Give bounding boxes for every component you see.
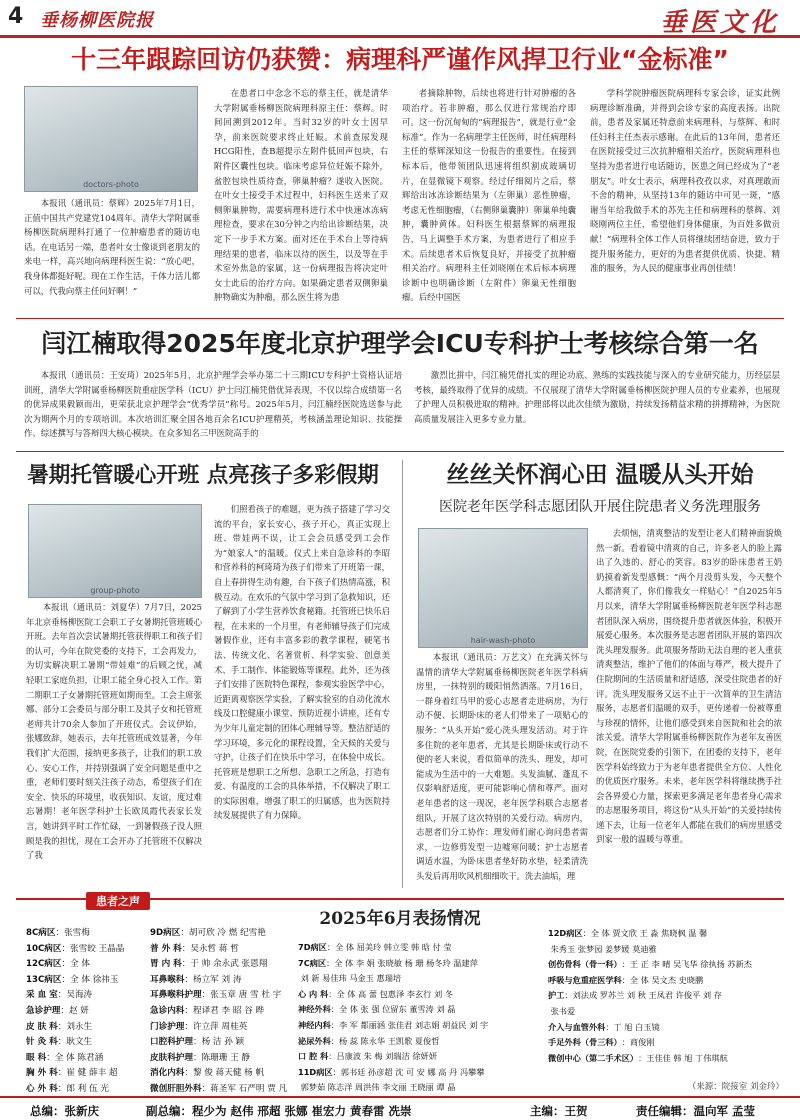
patients-voice-tag: 患者之声: [86, 892, 150, 910]
praise-row: 眼 科：全 体 陈君涵: [26, 1052, 104, 1063]
praise-row: 护工：刘法成 罗苏兰 刘 秋 王凤君 许俊平 刘 存: [548, 990, 722, 1001]
praise-row: 耳鼻喉科：杨立军 刘 涛: [150, 974, 242, 985]
article4-col2: 去烦恼，清爽整洁的发型让老人们精神面貌焕然一新。看着镜中清爽的自己，许多老人的脸上露出了久违的、舒心的笑容。83岁的卧床患者王奶奶摸着新发型感慨：“两个月没剪头发，今天整个人都清爽了，你们像我女一样贴心！”自2025年5月以来，清华大学附属垂杨柳医院老年医学科志愿者团队深入病房，围绕提升患者就医体验，积极开展爱心服务。本次服务是志愿者团队开展的第四次洗头理发服务。此项服务帮助无法自理的老人重获清爽整洁，维护了他们的体面与尊严，极大提升了住院期间的生活质量和舒适感，深受住院患者的好评。洗头理发服务又远不止于一次简单的卫生清洁服务，志愿者们温暖的双手，更传递着一份被尊重与珍视的情怀，让他们感受到来自医院和社会的浓浓关爱。清华大学附属垂杨柳医院作为老年友善医院，在医院党委的引领下，在团委的支持下，老年医学科始终致力于为老年患者提供全方位、人性化的优质医疗服务。未来，老年医学科将继续携手社会各界爱心力量，探索更多满足老年患者身心需求的志愿服务项目，将这份“从头开始”的关爱持续传递下去，让每一位老年人都能在我们的病房里感受到家一般的温暖与尊重。: [596, 528, 782, 845]
article3-col2: 们照看孩子的难题，更为孩子搭建了学习交流的平台，家长安心，孩子开心，真正实现上班、带娃两不误，让工会会员感受到工会作为“娘家人”的温暖。仪式上来自急诊科的李昭和营养科的柯琦琦为孩子们带来了开班第一课，自上春拼得生动有趣，台下孩子们热情高涨，积极互动。在欢乐的气氛中学习到了急救知识，还了解到了小学生营养饮食秘籍。托管班已快乐启程，在未来的一个月里，有老师辅导孩子们完成暑假作业，还有丰富多彩的教学课程，硬笔书法、传统文化、名著赏析、科学实验、创意美术、手工制作、体能锻炼等课程。此外，还为孩子们安排了医院特色课程，参观实验医学中心，近距离观察医学实验，了解实验室的自动化流水线及口腔健康小课堂、预防近视小讲座，还有专为少年儿童定制的团体心理辅导等。整洁舒适的学习环境，多元化的课程设置，全天候的关爱与守护，让孩子们在快乐中学习，在体验中成长。托管班是想职工之所想、急职工之所急，打造有爱、有温度的工会的具体举措，不仅解决了职工的实际困难，增强了职工的归属感，也为医院持续发展提供了有力保障。: [214, 504, 390, 821]
praise-row: 针 灸 科：耿文生: [26, 1037, 93, 1048]
praise-row: 朱秀玉 张梦园 姜梦媛 莫迪雅: [548, 943, 657, 954]
page-number: 4: [8, 4, 24, 29]
praise-row: 手足外科（骨三科）：商俊刚: [548, 1037, 655, 1048]
praise-row: 郭梦茹 陈志洋 周洪伟 李文丽 王晓丽 谭 晶: [298, 1082, 456, 1093]
praise-col3: [298, 940, 542, 1098]
praise-col1: [26, 926, 148, 1098]
praise-row: 耳鼻喉科护理：张玉章 唐 雪 杜 宇: [150, 990, 282, 1001]
article1-col4: 学科学院肿瘤医院病理科专家会诊，证实此例病理诊断准确，并得到会诊专家的高度表扬。出院前，患者及家属还特意前来病理科，与蔡辉、和时任妇科主任杰表示感谢。在此后的13年间，患者还在医院接受过三次抗肿瘤相关治疗，医院病理科也坚持为患者进行电话随访，医患之间已经成为了“老朋友”。叶女士表示，病理科孜孜以求，对真理敢而不舍的精神，从坚持13年的随访中可见一斑，“感谢当年给我做手术的苏先主任和病理科的蔡辉、刘晓刚两位主任，希望他们身体健康，为百姓多做贡献！”病理科全体工作人员将继续团结奋进，致力于提升服务能力，更好的为患者提供优质、快捷、精准的服务，为人民的健康事业再创佳绩！: [590, 88, 780, 274]
praise-col4: [548, 926, 784, 1074]
article4-col1: 本报讯（通讯员：万艺文）在充满关怀与温情的清华大学附属垂杨柳医院老年医学科病房里，一抹特别的暖阳悄然洒落。7月16日，一群身着红马甲的爱心志愿者走进病房，为行动不便、长期卧床的老人们带来了一项贴心的服务：“从头开始”爱心洗头理发活动。对于许多住院的老年患者，尤其是长期卧床或行动不便的老人来说，看似简单的洗头、理发，却可能成为生活中的一大难题。头发油腻、蓬乱不仅影响舒适度，更可能影响心情和尊严。面对老年患者的这一现况，老年医学科联合志愿者组队，开展了这次特别的关爱行动。病房内，志愿者们分工协作：理发师们耐心询问患者需求，一边修剪发型一边嘘寒问暖；护士志愿者调适水温，为卧床患者垫好防水垫，轻柔清洗头发后再用吹风机细细吹干。洗去油垢，理: [416, 652, 588, 881]
doctors-photo-icon: doctors-photo: [83, 180, 139, 189]
article1-photo: [24, 86, 198, 192]
article3-title: 暑期托管暖心开班 点亮孩子多彩假期: [27, 463, 379, 488]
praise-row: 创伤骨科（骨一科）：王 正 李 晴 吴飞华 徐执扬 苏新杰: [548, 959, 752, 970]
praise-row: 消化内科：黎 俊 蒋天健 杨 帆: [150, 1068, 265, 1079]
praise-row: 胃 内 科：于 帅 余永武 张恩翔: [150, 959, 268, 970]
article1-col2: 在患者口中念念不忘的蔡主任，就是清华大学附属垂杨柳医院病理科原主任：蔡辉。时间回溯到2012年。当时32岁的叶女士因早孕，前来医院要求终止妊娠。术前查尿发现HCG阳性，查B超提示左附件低回声包块，右附件区囊性包块。临床考虑异位妊娠不除外，盆腔包块性质待查，卵巢肿瘤？遂收入医院。在叶女士接受手术过程中，妇科医生送来了双侧卵巢肿物，需要病理科进行术中快速冰冻病理检查，要求在30分钟之内给出诊断结果，决定下一步手术方案。面对还在手术台上等待病理结果的患者，临床以待的医生，以及等在手术室外焦急的家属，这一份病理报告将决定叶女士此后的治疗方向。如果确定患者双侧卵巢肿物确实为肿瘤，那么医生将为患: [214, 88, 388, 303]
praise-row: 神经内科：李 军 都丽涵 张佳君 刘志娟 胡益民 刘 宇: [298, 1019, 489, 1030]
article3-col1: 本报讯（通讯员：刘夏华）7月7日，2025年北京垂杨柳医院工会职工子女暑期托管班暖心开班。去年首次尝试暑期托管获得职工和孩子们的认可，今年在院党委的支持下，工会再发力，为切实解决职工暑期“带娃难”的后顾之忧，减轻职工家庭负担，让职工能全身心投入工作。第二期职工子女暑期托管班如期而至。工会主席张娜、部分工会委员与部分职工及其子女和托管班老师共计70余人参加了开班仪式。会议伊始，张娜致辞，她表示，去年托管班成效显著，今年我们扩大范围，接纳更多孩子，让我们的职工放心、安心工作，并持别强调了安全问题是重中之重，老师们要时刻关注孩子动态，希望孩子们在安全、快乐的环境里，收获知识、友谊，度过难忘暑期！老年医学科护士长欧凤霞代表家长发言，她讲到平时工作忙碌，一到暑假孩子没人照顾是我的担忧，现在工会开办了托管班不仅解决了我: [26, 602, 202, 861]
praise-row: 微创肝胆外科：蒋圣军 石严明 贾 凡: [150, 1083, 288, 1094]
article1-title: 十三年跟踪回访仍获赞：病理科严谨作风捍卫行业“金标准”: [71, 45, 729, 74]
praise-row: 10C病区：张雪皎 王晶晶: [26, 943, 125, 954]
article2-title: 闫江楠取得2025年度北京护理学会ICU专科护士考核综合第一名: [41, 329, 759, 358]
praise-row: 急诊内科：程译君 李 昭 谷 晔: [150, 1005, 265, 1016]
praise-row: 皮肤科护理：陈珊珊 王 静: [150, 1052, 251, 1063]
hair-wash-photo-icon: hair-wash-photo: [470, 636, 536, 645]
group-photo-icon: group-photo: [90, 586, 140, 595]
article2-col1: 本报讯（通讯员：王安琦）2025年5月，北京护理学会举办第二十三期ICU专科护士资格认证培训班，清华大学附属垂杨柳医院重症医学科（ICU）护士闫江楠凭借优异表现，不仅以综合成绩第一名的优异成果毅颖而出，更荣获北京护理学会“优秀学员”称号。2025年5月，闫江楠经医院选送参与此次为期两个月的专项培训。本次培训汇聚全国各地百余名ICU护理精英，考核涵盖理论知识、技能操作、综述撰写与答辩四大核心模块。在众多知名三甲医院高手的: [24, 370, 402, 439]
divider: [16, 451, 784, 452]
divider: [16, 318, 784, 319]
praise-row: 心 内 科：全 体 高 蕾 包惠泽 李玄行 刘 冬: [298, 988, 453, 999]
praise-row: 7D病区：全 体 屈美玲 韩立雯 韩 晗 付 莹: [298, 942, 452, 952]
praise-col2: [150, 926, 290, 1098]
praise-row: 刘 新 易佳玮 马金玉 惠瑞培: [298, 973, 402, 984]
praise-row: 胸 外 科：崔 健 薛丰 超: [26, 1068, 118, 1079]
praise-row: 心 外 科：郎 利 伍 光: [26, 1083, 109, 1094]
column-divider: [402, 460, 403, 888]
masthead: [0, 0, 800, 38]
praise-source: （来源：院接室 刘金玲）: [687, 1082, 784, 1092]
praise-row: 普 外 科：吴永哲 蒋 哲: [150, 943, 239, 954]
paper-name: 垂杨柳医院报: [40, 10, 154, 31]
article4-photo: [418, 528, 588, 648]
praise-row: 8C病区：张雪梅: [26, 928, 90, 938]
article1-col1: 本报讯（通讯员：蔡辉）2025年7月1日，正值中国共产党建党104周年。清华大学附属垂杨柳医院病理科打通了一位肿瘤患者的随访电话。在电话另一端，患者叶女士像谈到老朋友的来电一样，高兴地向病理科医生说：“放心吧，我身体都挺好呢。现在工作生活，千体力活儿都可以，代我向蔡主任问好啊！”: [24, 198, 200, 296]
praise-row: 介入与血管外科：丁 旭 白玉镜: [548, 1021, 660, 1032]
praise-row: 7C病区：全 体 李 娟 张晓敏 杨 珊 杨冬玲 温建萍: [298, 957, 478, 968]
responsible-editors: 责任编辑：温向军 孟莹: [636, 1104, 756, 1118]
praise-row: 呼吸与危重症医学科：全 体 吴文杰 史晓鹏: [548, 974, 704, 985]
praise-row: 9D病区：胡可欣 冷 燃 纪雪艳: [150, 928, 266, 938]
praise-row: 13C病区：全 体 徐祎玉: [26, 974, 119, 985]
article4-title: 丝丝关怀润心田 温暖从头开始: [446, 462, 754, 488]
article4-subtitle: 医院老年医学科志愿团队开展住院患者义务洗理服务: [439, 499, 761, 515]
section-name: 垂医文化: [659, 8, 780, 38]
praise-row: 泌尿外科：杨 蕊 陈永华 王凯歌 夏俊哲: [298, 1035, 440, 1046]
praise-row: 11D病区：郭书廷 孙彦超 沈 可 安 娜 高 丹 冯攀攀: [298, 1066, 485, 1077]
praise-row: 门诊护理：许立萍 周桂英: [150, 1021, 248, 1032]
praise-row: 微创中心（第二手术区）：王佳佳 韩 旭 丁伟琪航: [548, 1052, 728, 1063]
praise-row: 采 血 室：吴海涛: [26, 990, 93, 1001]
editor: 主编：王贺: [530, 1104, 588, 1118]
praise-row: 口腔科护理：杨 洁 孙 颖: [150, 1037, 245, 1048]
praise-row: 口 腔 科：吕康波 朱 梅 刘瑞洁 徐妍妍: [298, 1051, 437, 1062]
praise-row: 张书爱: [548, 1005, 576, 1016]
article1-col3: 者摘除肿物，后续也将进行针对肿瘤的各项治疗。若非肿瘤，那么仅进行常规治疗即可。这一份沉甸甸的“病理报告”，就是行业“金标准”。作为一名病理学主任医师，时任病理科主任的蔡辉深知这一份报告的重要性。在接到标本后，他带领团队迅速将组织割成玻璃切片，在显微镜下观察。经过仔细阅片之后，蔡辉给出冰冻诊断结果为（左卵巢）恶性肿瘤，考虑无性细胞瘤，（右侧卵巢囊肿）卵巢单纯囊肿，囊肿黄体。妇科医生根据蔡辉的病理报告，马上调整手术方案，为患者进行了相应手术。后续患者术后恢复良好，并接受了抗肿瘤相关治疗。病理科主任刘晓刚在术后标本病理诊断中也明确诊断（左附件）卵巢无性细胞瘤。后经中国医: [402, 88, 576, 303]
deputy-editors: 副总编：程少为 赵伟 邢超 张娜 崔宏力 黄春雷 冼崇: [146, 1104, 412, 1118]
footer: [0, 1096, 800, 1120]
praise-row: 皮 肤 科：刘永生: [26, 1021, 93, 1032]
praise-row: 12D病区：全 体 贾文欣 王 淼 焦晓枫 温 馨: [548, 928, 708, 938]
chief-editor: 总编：张新庆: [30, 1104, 99, 1118]
article2-col2: 激烈比拼中，闫江楠凭借扎实的理论功底、熟练的实践技能与深入的专业研究能力，历经层层考核，最终取得了优异的成绩。不仅展现了清华大学附属垂杨柳医院护理人员的专业素养，也展现了护理人员积极进取的精神。护理部将以此次佳绩为激励，持续发扬精益求精的拼搏精神，为医院高质量发展注入更多专业力量。: [414, 370, 780, 424]
praise-row: 12C病区：全 体: [26, 959, 90, 970]
praise-title: 2025年6月表扬情况: [319, 909, 481, 929]
praise-row: 神经外科：全 体 张 强 位留东 董雪涛 刘 磊: [298, 1004, 456, 1015]
praise-row: 急诊护理：赵 妍: [26, 1005, 89, 1016]
article3-photo: [28, 504, 202, 598]
